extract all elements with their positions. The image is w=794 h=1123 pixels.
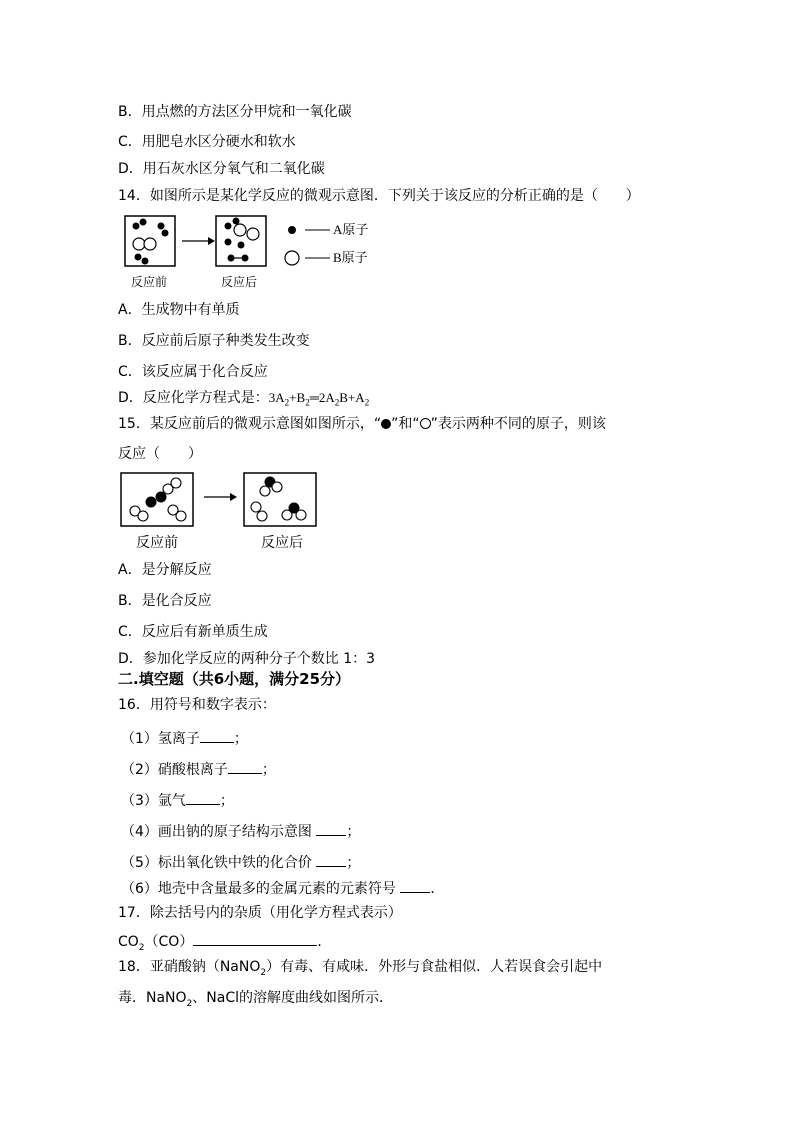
q16-item-6: （6）地壳中含量最多的金属元素的元素符号 ． (121, 878, 444, 898)
q15-option-b: B．是化合反应 (118, 593, 212, 609)
answer-blank[interactable] (400, 878, 430, 893)
a-atom (225, 239, 232, 246)
legend-a-label: A原子 (333, 222, 369, 237)
q14-option-a: A．生成物中有单质 (118, 302, 240, 318)
a-atom (238, 242, 245, 249)
black-atom-icon (381, 419, 391, 429)
white-atom-icon (420, 418, 431, 429)
a-atom (242, 255, 249, 262)
q15-stem-line2: 反应（ ） (118, 446, 202, 462)
b-atom (234, 224, 246, 236)
q14-caption-before: 反应前 (131, 275, 168, 289)
q14-figure (120, 212, 382, 292)
q14-option-b: B．反应前后原子种类发生改变 (118, 333, 310, 349)
a-atom (142, 258, 149, 265)
q16-item-4: （4）画出钠的原子结构示意图 ； (121, 821, 360, 841)
answer-blank[interactable] (228, 759, 262, 774)
answer-blank[interactable] (316, 852, 346, 867)
q13-option-d: D．用石灰水区分氧气和二氧化碳 (118, 161, 325, 177)
q14-equation: $3A_2+B_2═2A_2B+A_2$ (268, 390, 370, 408)
q18-line-2: 毒．NaNO$_2$、NaCl的溶解度曲线如图所示． (118, 990, 393, 1009)
q16-item-5: （5）标出氧化铁中铁的化合价 ； (121, 852, 360, 872)
q13-option-c: C．用肥皂水区分硬水和软水 (118, 134, 296, 150)
a-atom (158, 223, 165, 230)
a-atom (233, 218, 240, 225)
b-atom (247, 228, 259, 240)
a-atom (140, 219, 147, 226)
q14-stem: 14．如图所示是某化学反应的微观示意图．下列关于该反应的分析正确的是（ ） (118, 188, 640, 204)
legend-b-atom-icon (285, 251, 299, 265)
b-atom (133, 238, 145, 250)
q18-line-1: 18．亚硝酸钠（NaNO$_2$）有毒、有咸味．外形与食盐相似．人若误食会引起中 (118, 959, 603, 978)
q15-option-a: A．是分解反应 (118, 562, 212, 578)
answer-blank[interactable] (316, 821, 346, 836)
answer-blank[interactable] (186, 790, 220, 805)
section-2-title: 二.填空题（共6小题，满分25分） (118, 670, 351, 688)
answer-blank[interactable] (193, 931, 317, 946)
legend-b-label: B原子 (333, 250, 368, 265)
q14-caption-after: 反应后 (221, 275, 258, 289)
q15-option-d: D．参加化学反应的两种分子个数比 1：3 (118, 651, 376, 667)
answer-blank[interactable] (200, 728, 234, 743)
q14-option-d: D．反应化学方程式是：$3A_2+B_2═2A_2B+A_2$ (118, 390, 370, 408)
q15-caption-after: 反应后 (261, 535, 303, 551)
q15-stem: 15．某反应前后的微观示意图如图所示，“ ”和“ ”表示两种不同的原子，则该 (118, 416, 606, 432)
legend-a-atom-icon (288, 226, 296, 234)
a-atom (135, 254, 142, 261)
q16-item-1: （1）氢离子 ； (121, 728, 248, 748)
q17-answer-line: $CO_2(CO)$ ． (118, 931, 331, 957)
a-atom (225, 223, 232, 230)
q15-option-c: C．反应后有新单质生成 (118, 624, 268, 640)
a-atom (133, 223, 140, 230)
q15-caption-before: 反应前 (136, 535, 178, 551)
q15-figure (118, 470, 328, 554)
q16-item-3: （3）氩气 ； (121, 790, 234, 810)
q14-option-c: C．该反应属于化合反应 (118, 364, 268, 380)
q16-stem: 16．用符号和数字表示： (118, 697, 276, 713)
q13-option-b: B．用点燃的方法区分甲烷和一氧化碳 (118, 104, 352, 120)
q16-item-2: （2）硝酸根离子 ； (121, 759, 276, 779)
b-atom (144, 238, 156, 250)
q17-stem: 17．除去括号内的杂质（用化学方程式表示） (118, 905, 402, 921)
a-atom (162, 230, 169, 237)
